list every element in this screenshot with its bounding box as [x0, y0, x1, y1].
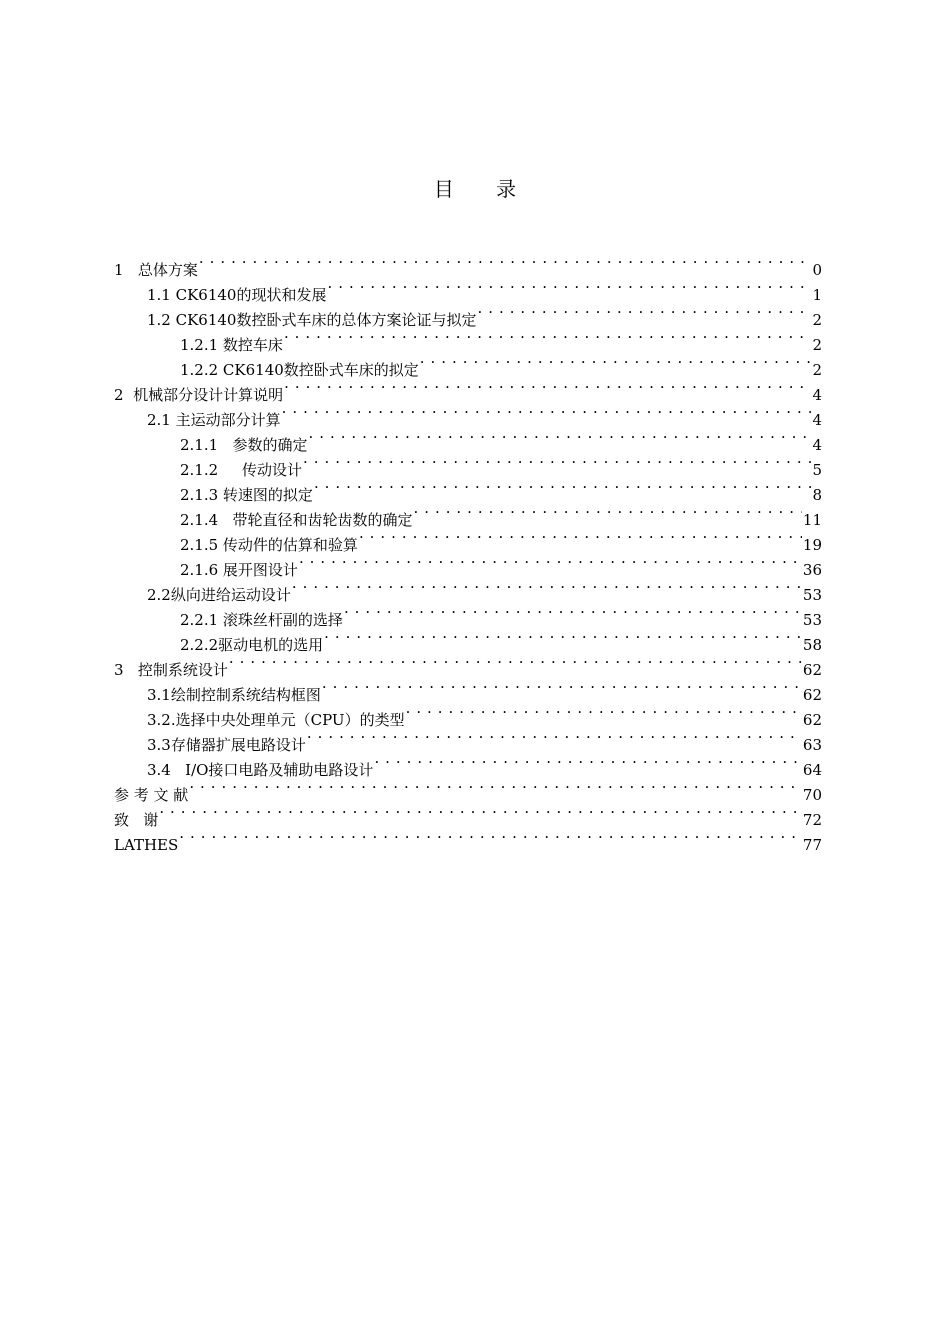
- toc-entry-title: 2.1.1 参数的确定: [180, 436, 308, 454]
- toc-dot-leader: [179, 825, 802, 850]
- toc-entry-title: LATHES: [114, 836, 179, 854]
- toc-dot-leader: [344, 600, 802, 625]
- toc-page-number: 62: [802, 686, 822, 704]
- toc-dot-leader: [327, 275, 811, 300]
- toc-dot-leader: [314, 475, 812, 500]
- toc-entry-title: 1 总体方案: [114, 261, 198, 279]
- toc-dot-leader: [322, 675, 802, 700]
- toc-page-number: 70: [802, 786, 822, 804]
- toc-page-number: 8: [812, 486, 822, 504]
- toc-entry-title: 1.2.1 数控车床: [180, 336, 283, 354]
- toc-entry-title: 3.2.选择中央处理单元（CPU）的类型: [147, 711, 405, 729]
- toc-page-number: 53: [802, 611, 822, 629]
- toc-entry-title: 2.2纵向进给运动设计: [147, 586, 291, 604]
- table-of-contents: [114, 250, 822, 854]
- toc-page-number: 62: [802, 711, 822, 729]
- toc-dot-leader: [303, 450, 811, 475]
- toc-dot-leader: [292, 575, 802, 600]
- toc-entry-title: 2.2.1 滚珠丝杆副的选择: [180, 611, 343, 629]
- toc-page-number: 63: [802, 736, 822, 754]
- toc-page-number: 4: [812, 411, 822, 429]
- toc-dot-leader: [199, 250, 812, 275]
- toc-entry[interactable]: [114, 825, 822, 854]
- toc-entry-title: 3 控制系统设计: [114, 661, 228, 679]
- toc-page-number: 53: [802, 586, 822, 604]
- toc-dot-leader: [284, 375, 811, 400]
- toc-entry-title: 2.1.4 带轮直径和齿轮齿数的确定: [180, 511, 413, 529]
- toc-page-number: 1: [812, 286, 822, 304]
- toc-entry-title: 2.1.3 转速图的拟定: [180, 486, 313, 504]
- toc-page-number: 4: [812, 436, 822, 454]
- toc-dot-leader: [406, 700, 802, 725]
- toc-dot-leader: [413, 500, 801, 525]
- toc-entry-title: 3.4 I/O接口电路及辅助电路设计: [147, 761, 374, 779]
- toc-entry-title: 致 谢: [114, 811, 159, 829]
- toc-entry-title: 3.1绘制控制系统结构框图: [147, 686, 321, 704]
- toc-dot-leader: [307, 725, 802, 750]
- toc-entry[interactable]: [114, 250, 822, 279]
- toc-page-number: 72: [802, 811, 822, 829]
- toc-page-number: 2: [812, 361, 822, 379]
- toc-dot-leader: [229, 650, 802, 675]
- toc-page-number: 19: [802, 536, 822, 554]
- toc-dot-leader: [477, 300, 811, 325]
- toc-dot-leader: [282, 400, 812, 425]
- toc-page-number: 77: [802, 836, 822, 854]
- toc-page-number: 5: [812, 461, 822, 479]
- toc-dot-leader: [299, 550, 802, 575]
- toc-page-number: 2: [812, 311, 822, 329]
- toc-entry-title: 1.2.2 CK6140数控卧式车床的拟定: [180, 361, 419, 379]
- toc-page-number: 62: [802, 661, 822, 679]
- toc-dot-leader: [284, 325, 812, 350]
- toc-entry-title: 1.1 CK6140的现状和发展: [147, 286, 327, 304]
- toc-dot-leader: [359, 525, 802, 550]
- toc-page-number: 36: [802, 561, 822, 579]
- toc-dot-leader: [189, 775, 802, 800]
- toc-entry-title: 参 考 文 献: [114, 786, 189, 804]
- toc-dot-leader: [308, 425, 811, 450]
- toc-entry-title: 2.1 主运动部分计算: [147, 411, 281, 429]
- toc-entry[interactable]: [114, 800, 822, 829]
- toc-dot-leader: [159, 800, 802, 825]
- toc-entry-title: 2.1.6 展开图设计: [180, 561, 298, 579]
- toc-entry-title: 2 机械部分设计计算说明: [114, 386, 284, 404]
- toc-dot-leader: [374, 750, 801, 775]
- toc-dot-leader: [420, 350, 812, 375]
- toc-entry-title: 2.2.2驱动电机的选用: [180, 636, 324, 654]
- toc-entry-title: 1.2 CK6140数控卧式车床的总体方案论证与拟定: [147, 311, 477, 329]
- toc-entry-title: 3.3存储器扩展电路设计: [147, 736, 306, 754]
- toc-page-number: 64: [802, 761, 822, 779]
- toc-page-number: 11: [802, 511, 822, 529]
- toc-page-number: 4: [812, 386, 822, 404]
- toc-page-number: 58: [802, 636, 822, 654]
- toc-dot-leader: [324, 625, 802, 650]
- toc-entry-title: 2.1.5 传动件的估算和验算: [180, 536, 358, 554]
- toc-entry[interactable]: [114, 275, 822, 304]
- toc-entry[interactable]: [114, 775, 822, 804]
- toc-page-number: 2: [812, 336, 822, 354]
- toc-entry-title: 2.1.2 传动设计: [180, 461, 303, 479]
- toc-title: 目 录: [433, 177, 535, 202]
- toc-page-number: 0: [812, 261, 822, 279]
